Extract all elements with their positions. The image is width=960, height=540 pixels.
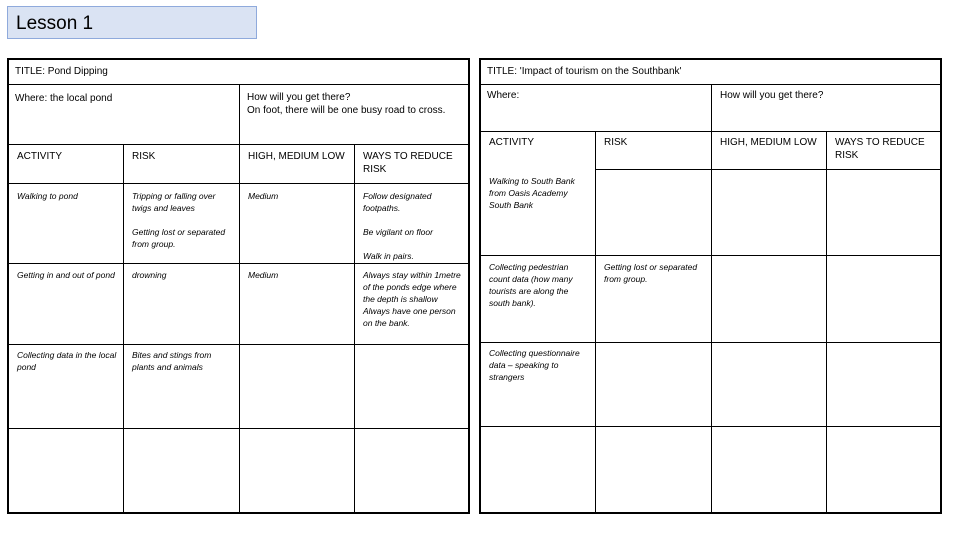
tourism-header-level: HIGH, MEDIUM LOW bbox=[720, 137, 817, 148]
pond-row2-activity: Getting in and out of pond bbox=[17, 270, 115, 280]
pond-row1-activity: Walking to pond bbox=[17, 191, 78, 201]
pond-row2-reduce-2: Always have one person on the bank. bbox=[363, 306, 456, 329]
tourism-how: How will you get there? bbox=[720, 90, 824, 101]
pond-row1-risk-2: Getting lost or separated from group. bbox=[132, 227, 226, 250]
pond-title: TITLE: Pond Dipping bbox=[15, 66, 108, 77]
pond-header-activity: ACTIVITY bbox=[17, 151, 63, 162]
tourism-header-risk: RISK bbox=[604, 137, 628, 148]
pond-row1-reduce bbox=[357, 187, 469, 265]
pond-header-level: HIGH, MEDIUM LOW bbox=[248, 151, 345, 162]
pond-how-question: How will you get there? bbox=[247, 92, 351, 103]
pond-row1-risk-1: Tripping or falling over twigs and leaves bbox=[132, 191, 216, 214]
tourism-row3-activity: Collecting questionnaire data – speaking to strangers bbox=[489, 348, 580, 383]
pond-row3-activity: Collecting data in the local pond bbox=[17, 350, 117, 373]
tourism-where: Where: bbox=[487, 90, 520, 101]
pond-how-answer: On foot, there will be one busy road to cross. bbox=[247, 104, 446, 116]
tourism-header-activity: ACTIVITY bbox=[489, 137, 535, 148]
pond-how bbox=[241, 89, 469, 120]
tourism-row1-activity: Walking to South Bank from Oasis Academy South Bank bbox=[489, 176, 575, 211]
pond-row1-reduce-2: Be vigilant on floor bbox=[363, 227, 433, 238]
pond-row2-reduce bbox=[357, 266, 469, 332]
pond-row1-reduce-1: Follow designated footpaths. bbox=[363, 191, 432, 214]
tourism-header-reduce: WAYS TO REDUCE RISK bbox=[835, 137, 925, 161]
pond-where: Where: the local pond bbox=[15, 93, 113, 104]
pond-row2-risk: drowning bbox=[132, 270, 167, 280]
tourism-row2-risk: Getting lost or separated from group. bbox=[604, 262, 698, 285]
pond-header-risk: RISK bbox=[132, 151, 156, 162]
pond-row3-risk: Bites and stings from plants and animals bbox=[132, 350, 212, 373]
pond-row2-level: Medium bbox=[248, 270, 279, 280]
lesson-title: Lesson 1 bbox=[7, 6, 257, 39]
tourism-sheet bbox=[479, 58, 942, 514]
pond-row1-level: Medium bbox=[248, 191, 279, 201]
pond-dipping-sheet bbox=[7, 58, 470, 514]
pond-row1-reduce-3: Walk in pairs. bbox=[363, 251, 414, 262]
tourism-row2-activity: Collecting pedestrian count data (how many tourists are along the south bank). bbox=[489, 262, 573, 309]
pond-row2-reduce-1: Always stay within 1metre of the ponds edge where the depth is shallow bbox=[363, 270, 461, 305]
pond-header-reduce: WAYS TO REDUCE RISK bbox=[363, 151, 453, 175]
tourism-title: TITLE: 'Impact of tourism on the Southbank' bbox=[487, 66, 682, 77]
pond-row1-risk bbox=[126, 187, 238, 253]
